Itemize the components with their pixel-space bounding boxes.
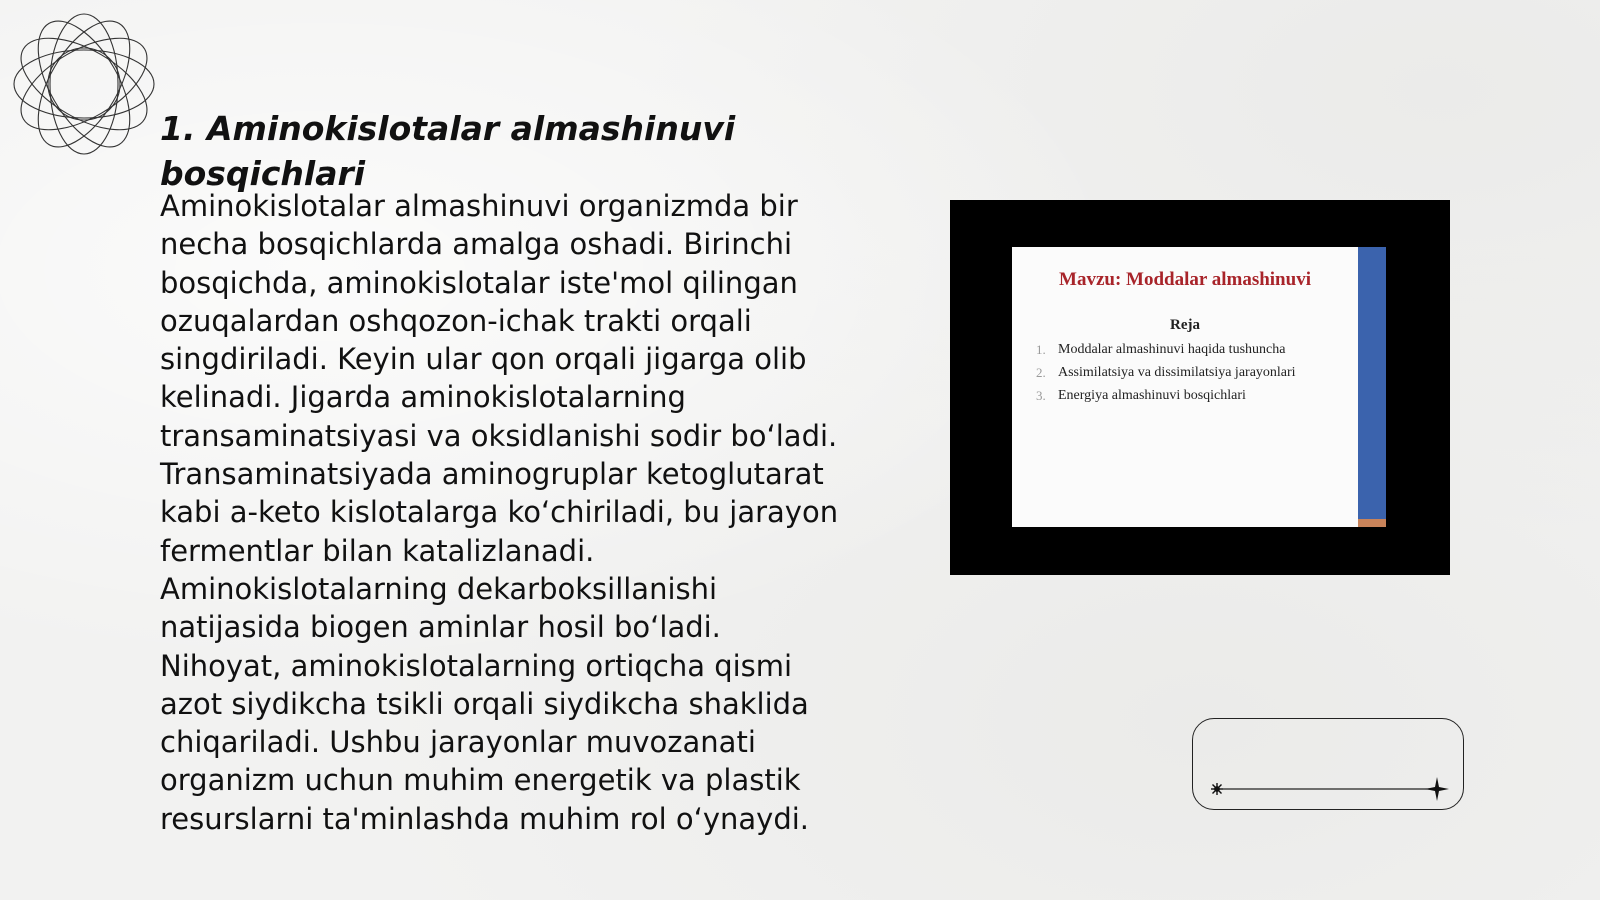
slide-corner-accent [1358,519,1386,527]
decorative-ring-ornament [10,10,158,158]
list-item-number: 2. [1036,365,1046,380]
slide-title: 1. Aminokislotalar almashinuvi bosqichlari [160,109,736,193]
list-item-text: Moddalar almashinuvi haqida tushuncha [1058,342,1286,357]
video-slide-title: Mavzu: Moddalar almashinuvi [1059,269,1311,290]
list-item-number: 3. [1036,388,1046,403]
embedded-video-player[interactable] [950,200,1450,575]
list-item [1036,386,1336,405]
list-item-text: Energiya almashinuvi bosqichlari [1058,388,1246,403]
list-item-text: Assimilatsiya va dissimilatsiya jarayonlari [1058,365,1296,380]
list-item-number: 1. [1036,342,1046,357]
navigation-line [1193,719,1465,811]
video-slide-thumbnail [1012,247,1386,527]
body-paragraph: Aminokislotalar almashinuvi organizmda bir necha bosqichlarda amalga oshadi. Birinchi bosqichda, aminokislotalar iste'mol qilingan ozuqalardan oshqozon-ichak trakti orqali singdiriladi. Keyin ular qon orqali jigarga olib kelinadi. Jigarda aminokislotalarning transaminatsiyasi va oksidlanishi sodir bo‘ladi. Transaminatsiyada aminogruplar ketoglutarat kabi a-keto kislotalarga ko‘chiriladi, bu jarayon fermentlar bilan katalizlanadi. Aminokislotalarning dekarboksillanishi natijasida biogen aminlar hosil bo‘ladi. Nihoyat, aminokislotalarning ortiqcha qismi azot siydikcha tsikli orqali siydikcha shaklida chiqariladi. Ushbu jarayonlar muvozanati organizm uchun muhim energetik va plastik resurslarni ta'minlashda muhim rol o‘ynaydi. [160,189,839,836]
sparkle-icon[interactable] [1211,783,1223,795]
list-item [1036,363,1336,382]
slide-navigation-widget[interactable] [1192,718,1464,810]
cross-star-icon[interactable] [1425,777,1449,801]
list-item [1036,340,1336,359]
video-slide-list [1036,340,1336,409]
video-slide-subtitle: Reja [1170,317,1200,333]
